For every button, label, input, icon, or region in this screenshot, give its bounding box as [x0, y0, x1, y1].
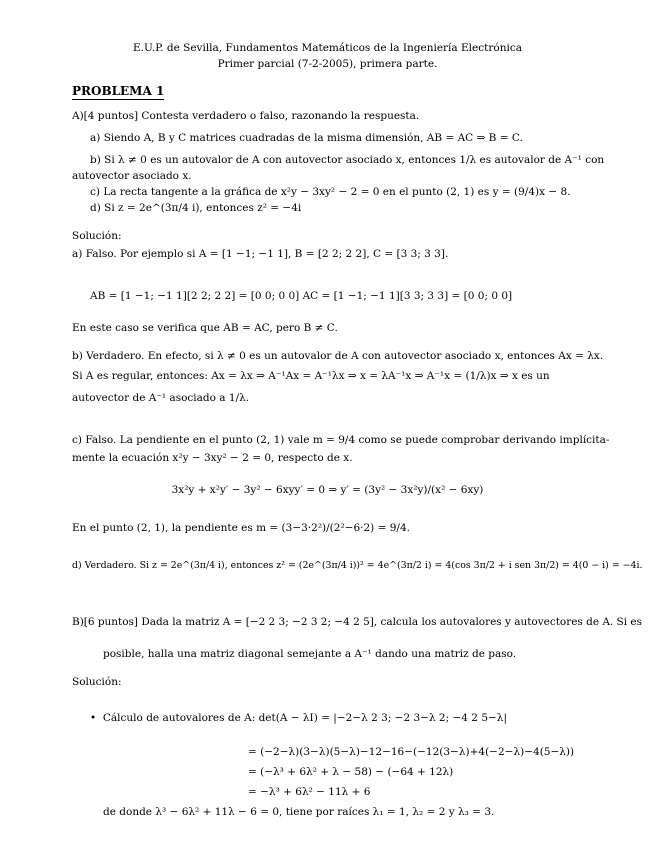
part-a-item-d: d) Si z = 2e^(3π/4 i), entonces z² = −4i: [90, 202, 302, 214]
part-a-item-c: c) La recta tangente a la gráfica de x²y − 3xy² − 2 = 0 en el punto (2, 1) es y = (9/4)x − 8.: [90, 186, 571, 198]
part-a-item-a: a) Siendo A, B y C matrices cuadradas de la misma dimensión, AB = AC ⇒ B = C.: [90, 132, 523, 144]
eq-line-1: = (−2−λ)(3−λ)(5−λ)−12−16−(−12(3−λ)+4(−2−λ)−4(5−λ)): [248, 746, 575, 758]
part-a-item-b-cont: autovector asociado x.: [72, 170, 192, 182]
eq-line-3: = −λ³ + 6λ² − 11λ + 6: [248, 786, 371, 798]
sol-b-line-3: autovector de A⁻¹ asociado a 1/λ.: [72, 392, 250, 404]
solution-label-a: Solución:: [72, 230, 122, 242]
sol-b-line-2: Si A es regular, entonces: Ax = λx ⇒ A⁻¹Ax = A⁻¹λx ⇒ x = λA⁻¹x ⇒ A⁻¹x = (1/λ)x ⇒ x es un: [72, 370, 550, 382]
sol-a-line-1: a) Falso. Por ejemplo si A = [1 −1; −1 1], B = [2 2; 2 2], C = [3 3; 3 3].: [72, 248, 449, 260]
problem-title: [72, 84, 164, 100]
problem-title-text: PROBLEMA 1: [72, 84, 164, 100]
part-b-intro: B)[6 puntos] Dada la matriz A = [−2 2 3; −2 3 2; −4 2 5], calcula los autovalores y autovectores de A. Si es: [72, 616, 642, 628]
header-line-2: Primer parcial (7-2-2005), primera parte.: [217, 58, 438, 70]
bullet-eigenvalues: [90, 712, 507, 725]
eq-line-2: = (−λ³ + 6λ² + λ − 58) − (−64 + 12λ): [248, 766, 454, 778]
sol-c-line-1: c) Falso. La pendiente en el punto (2, 1) vale m = 9/4 como se puede comprobar derivando implícita-: [72, 434, 610, 446]
part-a-intro: A)[4 puntos] Contesta verdadero o falso, razonando la respuesta.: [72, 110, 420, 122]
sol-b-line-1: b) Verdadero. En efecto, si λ ≠ 0 es un autovalor de A con autovector asociado x, entonces Ax = λx.: [72, 350, 604, 362]
part-a-item-b: b) Si λ ≠ 0 es un autovalor de A con autovector asociado x, entonces 1/λ es autovalor de A⁻¹ con: [90, 154, 605, 166]
bullet-text: Cálculo de autovalores de A: det(A − λI) = |−2−λ 2 3; −2 3−λ 2; −4 2 5−λ|: [102, 712, 507, 724]
sol-c-line-4: En el punto (2, 1), la pendiente es m = (3−3·2²)/(2²−6·2) = 9/4.: [72, 522, 410, 534]
part-b-intro-2: posible, halla una matriz diagonal semejante a A⁻¹ dando una matriz de paso.: [103, 648, 517, 660]
header-line-1: E.U.P. de Sevilla, Fundamentos Matemáticos de la Ingeniería Electrónica: [133, 42, 522, 54]
sol-c-line-2: mente la ecuación x²y − 3xy² − 2 = 0, respecto de x.: [72, 452, 353, 464]
roots-line: de donde λ³ − 6λ² + 11λ − 6 = 0, tiene por raíces λ₁ = 1, λ₂ = 2 y λ₃ = 3.: [103, 806, 495, 818]
solution-label-b: Solución:: [72, 676, 122, 688]
bullet-icon: •: [90, 712, 103, 724]
sol-c-line-3: 3x²y + x²y′ − 3y² − 6xyy′ = 0 ⇒ y′ = (3y² − 3x²y)/(x² − 6xy): [171, 484, 484, 496]
sol-d-line: d) Verdadero. Si z = 2e^(3π/4 i), entonces z² = (2e^(3π/4 i))² = 4e^(3π/2 i) = 4(cos 3π/2 + i sen 3π/2) = 4(0 − i) = −4i.: [72, 560, 643, 571]
sol-a-line-3: En este caso se verifica que AB = AC, pero B ≠ C.: [72, 322, 338, 334]
sol-a-line-2: AB = [1 −1; −1 1][2 2; 2 2] = [0 0; 0 0] AC = [1 −1; −1 1][3 3; 3 3] = [0 0; 0 0]: [90, 290, 513, 302]
